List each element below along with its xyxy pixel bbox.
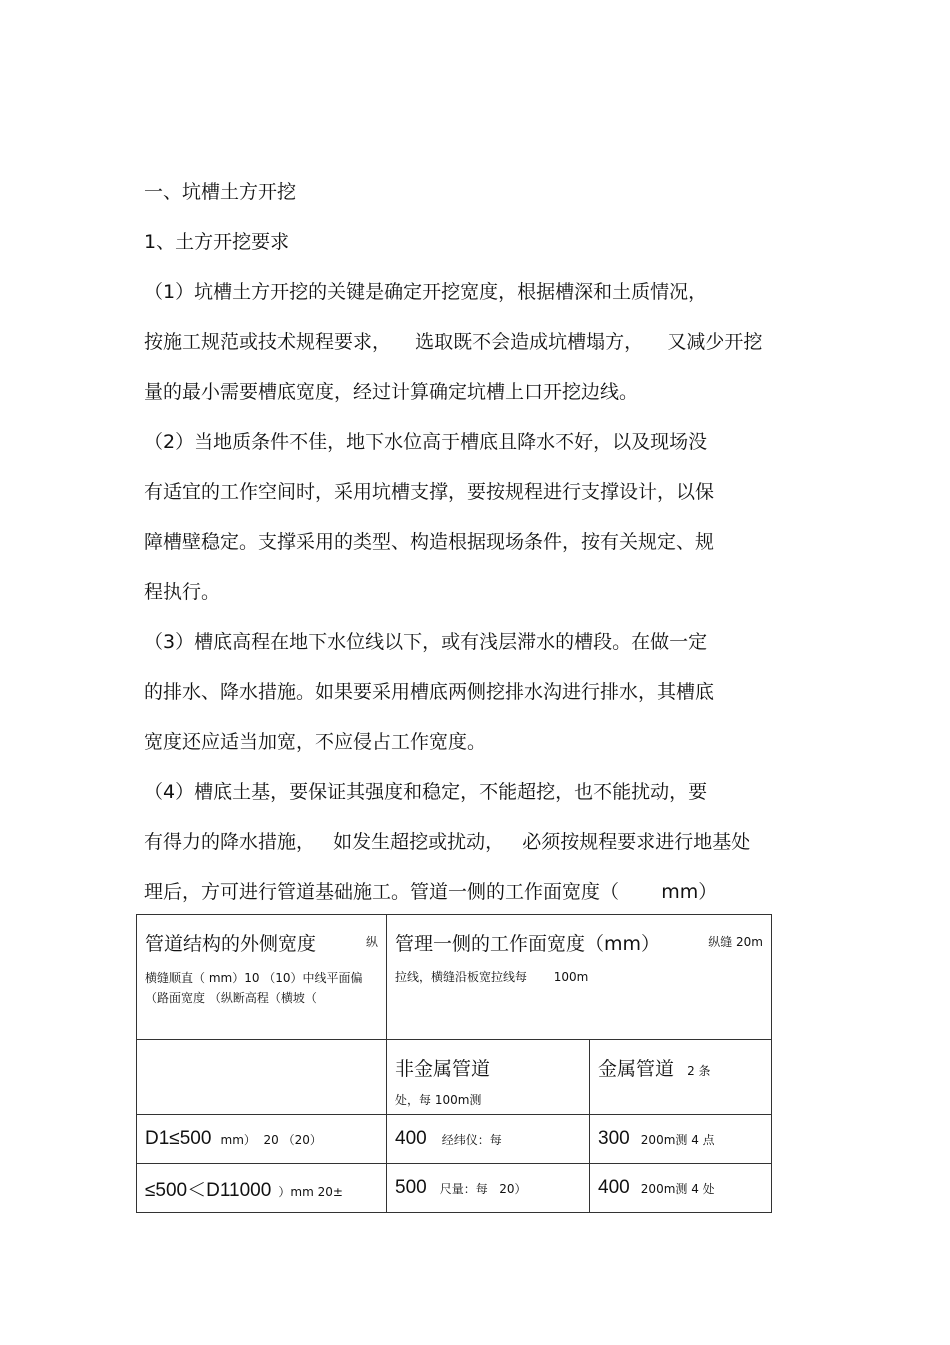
paragraph-line: 按施工规范或技术规程要求， 选取既不会造成坑槽塌方， 又减少开挖 <box>144 331 763 353</box>
table-cell <box>137 1164 387 1213</box>
paragraph-line: 有得力的降水措施， 如发生超挖或扰动， 必须按规程要求进行地基处 <box>144 831 751 853</box>
table-cell <box>387 1115 590 1164</box>
cell-small-text: 处，每 100m测 <box>395 1093 482 1107</box>
cell-small-text: 拉线，横缝沿板宽拉线每 100m <box>395 970 589 984</box>
cell-small-text: 纵 <box>365 935 378 949</box>
table-cell <box>137 915 387 1040</box>
table-row <box>137 915 772 1040</box>
table-row <box>137 1115 772 1164</box>
paragraph-line: 程执行。 <box>144 581 221 603</box>
paragraph-line: 的排水、降水措施。如果要采用槽底两侧挖排水沟进行排水，其槽底 <box>144 681 715 703</box>
cell-small-text: 2 条 <box>687 1064 711 1078</box>
table-cell <box>387 1040 590 1115</box>
table-cell <box>590 1115 772 1164</box>
paragraph-line: 障槽壁稳定。支撑采用的类型、构造根据现场条件，按有关规定、规 <box>144 531 715 553</box>
cell-main-text: 300 <box>598 1128 630 1149</box>
table-row <box>137 1164 772 1213</box>
cell-main-text: 500 <box>395 1177 427 1198</box>
cell-main-text: 400 <box>395 1128 427 1149</box>
cell-small-text: 200m测 4 点 <box>640 1133 715 1147</box>
paragraph-line: （2）当地质条件不佳，地下水位高于槽底且降水不好，以及现场没 <box>144 431 708 453</box>
paragraph-line: 理后，方可进行管道基础施工。管道一侧的工作面宽度（ mm） <box>144 881 718 903</box>
paragraph-line: 宽度还应适当加宽，不应侵占工作宽度。 <box>144 731 487 753</box>
cell-small-text: 经纬仪：每 <box>441 1133 502 1147</box>
cell-main-text: 金属管道 <box>598 1058 675 1080</box>
cell-small-text: ）mm 20± <box>278 1184 343 1199</box>
cell-main-text: D1≤500 <box>145 1128 212 1149</box>
cell-main-text: 400 <box>598 1177 630 1198</box>
section-heading: 一、坑槽土方开挖 <box>144 181 297 203</box>
table-cell <box>387 915 772 1040</box>
paragraph-line: （4）槽底土基，要保证其强度和稳定，不能超挖，也不能扰动，要 <box>144 781 708 803</box>
table-cell <box>590 1164 772 1213</box>
cell-small-text: 200m测 4 处 <box>640 1182 715 1196</box>
cell-small-text: 纵缝 20m <box>708 935 763 949</box>
cell-main-text: 管道结构的外侧宽度 <box>145 933 317 955</box>
cell-small-text: 尺量：每 20） <box>439 1182 527 1196</box>
table-cell <box>387 1164 590 1213</box>
cell-main-text: 非金属管道 <box>395 1058 491 1080</box>
paragraph-line: （1）坑槽土方开挖的关键是确定开挖宽度，根据槽深和土质情况， <box>144 281 708 303</box>
paragraph-line: 有适宜的工作空间时，采用坑槽支撑，要按规程进行支撑设计，以保 <box>144 481 715 503</box>
table-row <box>137 1040 772 1115</box>
paragraph-line: （3）槽底高程在地下水位线以下，或有浅层滞水的槽段。在做一定 <box>144 631 708 653</box>
cell-main-text: 管理一侧的工作面宽度（mm） <box>395 933 661 955</box>
cell-main-text: ≤500＜D11000 <box>145 1179 272 1201</box>
table-cell <box>137 1040 387 1115</box>
cell-small-text: 横缝顺直（ mm）10 （10）中线平面偏（路面宽度 （纵断高程（横坡（ <box>145 971 363 1005</box>
work-width-table <box>136 914 772 1213</box>
subsection-heading: 1、土方开挖要求 <box>144 231 290 253</box>
table-cell <box>137 1115 387 1164</box>
paragraph-line: 量的最小需要槽底宽度，经过计算确定坑槽上口开挖边线。 <box>144 381 639 403</box>
table-cell <box>590 1040 772 1115</box>
cell-small-text: mm） 20 （20） <box>220 1133 322 1147</box>
